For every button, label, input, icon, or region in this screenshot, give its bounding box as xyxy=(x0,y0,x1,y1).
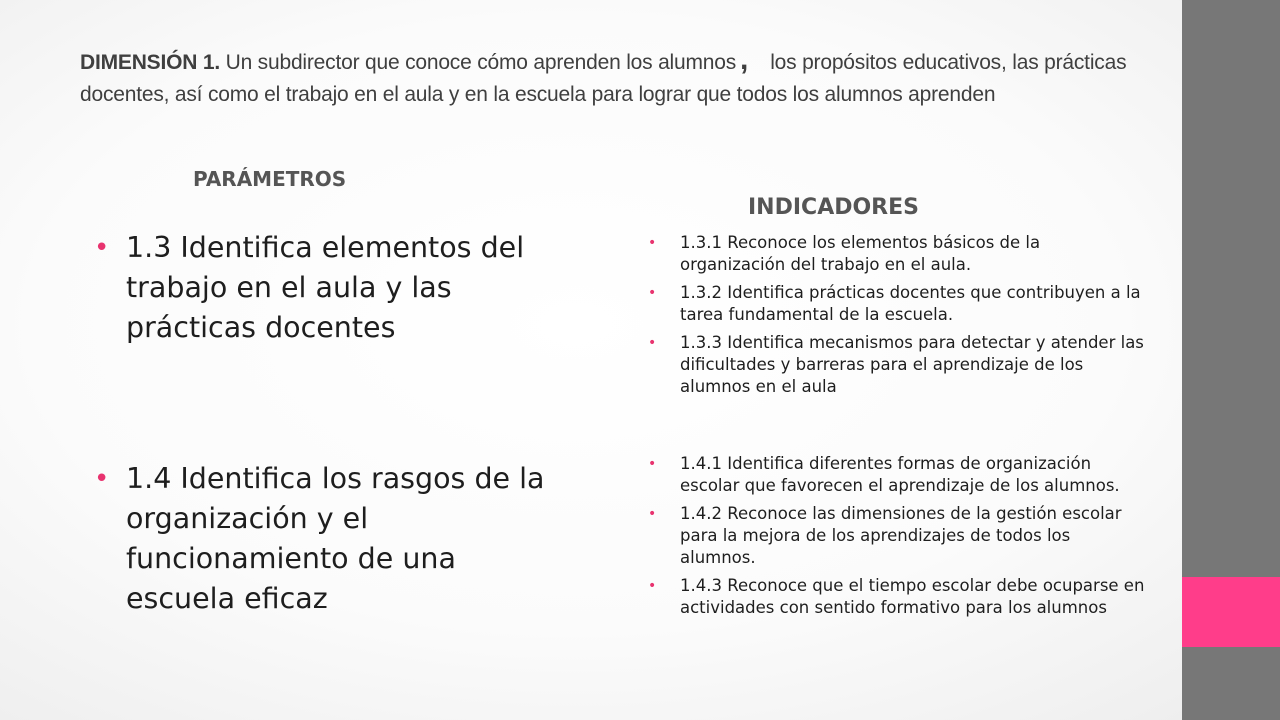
parametros-heading: PARÁMETROS xyxy=(193,167,347,191)
indicador-text: 1.4.2 Reconoce las dimensiones de la gestión escolar para la mejora de los aprendizajes de todos los alumnos. xyxy=(680,504,1122,567)
pink-accent-block xyxy=(1182,577,1280,647)
bullet-icon: • xyxy=(648,506,657,522)
title-part1: Un subdirector que conoce cómo aprenden los alumnos xyxy=(219,51,737,74)
indicador-text: 1.4.3 Reconoce que el tiempo escolar debe ocuparse en actividades con sentido formativo para los alumnos xyxy=(680,576,1145,617)
indicadores-heading: INDICADORES xyxy=(748,195,919,220)
title-part2: los propósitos educativos, las prácticas docentes, así como el trabajo en el aula y en la escuela para lograr que todos los alumnos aprenden xyxy=(80,51,1127,106)
list-item xyxy=(648,232,1148,276)
indicador-text: 1.3.1 Reconoce los elementos básicos de la organización del trabajo en el aula. xyxy=(680,233,1041,274)
title-comma: , xyxy=(740,43,749,76)
bullet-icon: • xyxy=(648,578,657,594)
list-item xyxy=(648,282,1148,326)
indicadores-list-1-3 xyxy=(648,232,1148,404)
parametro-text: 1.4 Identifica los rasgos de la organización y el funcionamiento de una escuela eficaz xyxy=(126,462,545,615)
list-item xyxy=(648,453,1148,497)
bullet-icon: • xyxy=(648,335,657,351)
list-item xyxy=(648,575,1148,619)
indicador-text: 1.3.3 Identifica mecanismos para detectar y atender las dificultades y barreras para el aprendizaje de los alumnos en el aula xyxy=(680,333,1144,396)
bullet-icon: • xyxy=(648,285,657,301)
parametro-text: 1.3 Identifica elementos del trabajo en el aula y las prácticas docentes xyxy=(126,231,525,344)
list-item xyxy=(648,503,1148,569)
bullet-icon: • xyxy=(648,456,657,472)
bullet-icon: • xyxy=(94,464,110,494)
list-item xyxy=(648,332,1148,398)
bullet-icon: • xyxy=(648,235,657,251)
title-lead: DIMENSIÓN 1. xyxy=(80,51,220,74)
slide-title xyxy=(80,44,1160,111)
parametro-1-3 xyxy=(92,228,572,348)
indicador-text: 1.4.1 Identifica diferentes formas de organización escolar que favorecen el aprendizaje de los alumnos. xyxy=(680,454,1120,495)
parametro-1-4 xyxy=(92,459,572,619)
bullet-icon: • xyxy=(94,233,110,263)
indicador-text: 1.3.2 Identifica prácticas docentes que contribuyen a la tarea fundamental de la escuela. xyxy=(680,283,1141,324)
indicadores-list-1-4 xyxy=(648,453,1148,625)
